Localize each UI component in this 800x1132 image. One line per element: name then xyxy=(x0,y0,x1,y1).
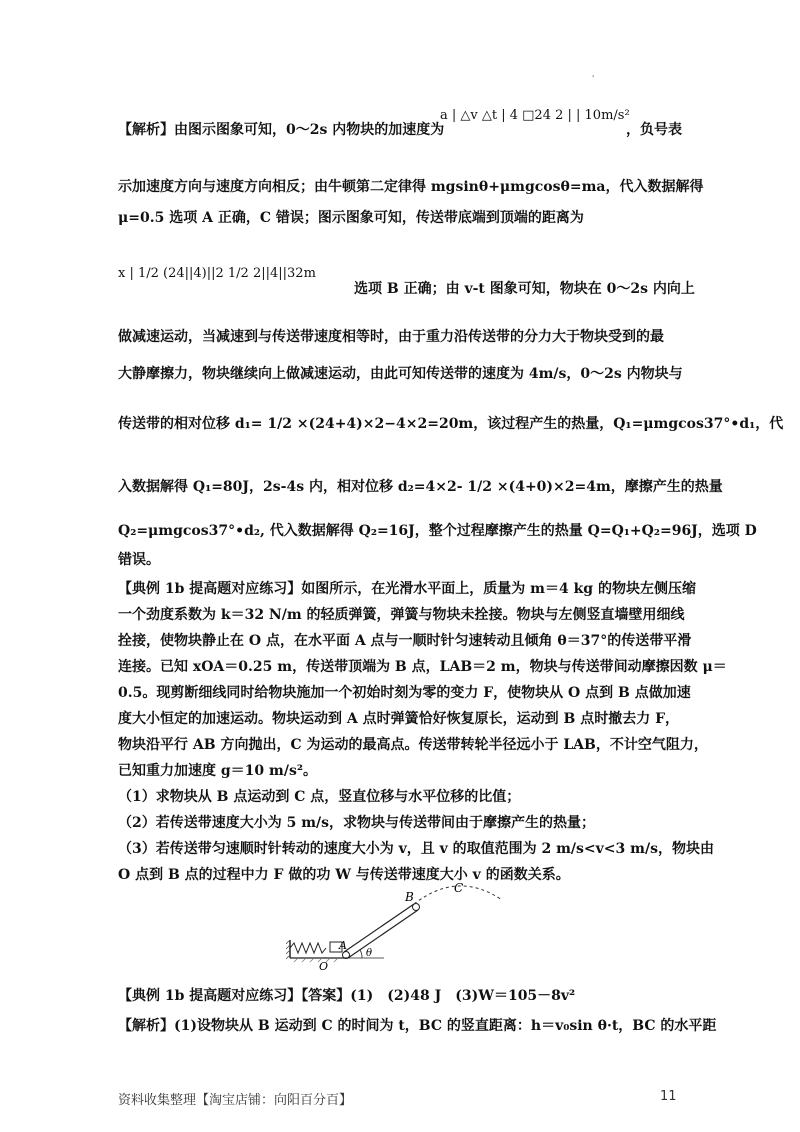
analysis-line-8: 入数据解得 Q₁=80J，2s-4s 内，相对位移 d₂=4×2- 1/2 ×(4+0)×2=4m，摩擦产生的热量 xyxy=(118,479,723,495)
problem-line-8: 已知重力加速度 g＝10 m/s²。 xyxy=(118,763,317,779)
analysis-line-1-text: 【解析】由图示图象可知，0～2s 内物块的加速度为 xyxy=(118,122,445,138)
analysis-line-9: Q₂=μmgcos37°•d₂, 代入数据解得 Q₂=16J，整个过程摩擦产生的热量 Q=Q₁+Q₂=96J，选项 D xyxy=(118,523,757,539)
problem-line-5: 0.5。现剪断细线同时给物块施加一个初始时刻为零的变力 F，使物块从 O 点到 B 点做加速 xyxy=(118,685,691,701)
conveyor-figure xyxy=(286,882,526,978)
analysis-line-10: 错误。 xyxy=(118,552,160,568)
problem-line-6: 度大小恒定的加速运动。物块运动到 A 点时弹簧恰好恢复原长，运动到 B 点时撤去力 F， xyxy=(118,711,680,727)
analysis-line-7: 传送带的相对位移 d₁= 1/2 ×(24+4)×2−4×2=20m，该过程产生的热量，Q₁=μmgcos37°•d₁，代 xyxy=(118,416,784,432)
corner-mark: ' xyxy=(592,74,595,83)
analysis-line-1-tail: ，负号表 xyxy=(626,122,682,138)
analysis-line-1 xyxy=(118,119,444,139)
distance-formula: x | 1/2 (24||4)||2 1/2 2||4||32m xyxy=(118,266,316,281)
question-3a: （3）若传送带匀速顺时针转动的速度大小为 v，且 v 的取值范围为 2 m/s<v<3 m/s，物块由 xyxy=(118,841,714,857)
label-c: C xyxy=(454,882,464,895)
analysis-line-5: 做减速运动，当减速到与传送带速度相等时，由于重力沿传送带的分力大于物块受到的最 xyxy=(118,329,664,345)
analysis-line-6: 大静摩擦力，物块继续向上做减速运动，由此可知传送带的速度为 4m/s，0～2s 内物块与 xyxy=(118,366,683,382)
page-number: 11 xyxy=(660,1089,677,1104)
label-a: A xyxy=(339,939,347,952)
acceleration-formula-text: a | △v △t | 4 □24 2 | | 10m/s² xyxy=(440,108,630,123)
footer-source: 资料收集整理【淘宝店铺：向阳百分百】 xyxy=(118,1093,353,1108)
problem-line-7: 物块沿平行 AB 方向抛出，C 为运动的最高点。传送带转轮半径远小于 LAB，不计空气阻力， xyxy=(118,737,708,753)
analysis-line-4-tail: 选项 B 正确；由 v-t 图象可知，物块在 0～2s 内向上 xyxy=(354,281,695,297)
answer-line: 【典例 1b 提高题对应练习】【答案】(1) (2)48 J (3)W＝105－8v² xyxy=(118,988,576,1004)
problem-line-4: 连接。已知 xOA＝0.25 m，传送带顶端为 B 点，LAB＝2 m，物块与传送带间动摩擦因数 μ＝ xyxy=(118,659,727,675)
label-theta: θ xyxy=(366,948,373,959)
analysis-line-3: μ=0.5 选项 A 正确，C 错误；图示图象可知，传送带底端到顶端的距离为 xyxy=(118,210,584,226)
problem-line-1: 【典例 1b 提高题对应练习】如图所示，在光滑水平面上，质量为 m＝4 kg 的物块左侧压缩 xyxy=(118,581,696,597)
acceleration-formula xyxy=(440,108,630,123)
label-b: B xyxy=(405,890,414,904)
question-2: （2）若传送带速度大小为 5 m/s，求物块与传送带间由于摩擦产生的热量； xyxy=(118,815,596,831)
question-1: （1）求物块从 B 点运动到 C 点，竖直位移与水平位移的比值； xyxy=(118,789,521,805)
analysis-line-2: 示加速度方向与速度方向相反；由牛顿第二定律得 mgsinθ+μmgcosθ=ma，代入数据解得 xyxy=(118,179,704,195)
problem-line-2: 一个劲度系数为 k＝32 N/m 的轻质弹簧，弹簧与物块未拴接。物块与左侧竖直墙壁用细线 xyxy=(118,607,685,623)
question-3b: O 点到 B 点的过程中力 F 做的功 W 与传送带速度大小 v 的函数关系。 xyxy=(118,867,570,883)
analysis2-line-1: 【解析】(1)设物块从 B 运动到 C 的时间为 t，BC 的竖直距离：h＝v₀sin θ·t，BC 的水平距 xyxy=(118,1018,717,1034)
problem-line-3: 拴接，使物块静止在 O 点，在水平面 A 点与一顺时针匀速转动且倾角 θ＝37°的传送带平滑 xyxy=(118,633,692,649)
label-o: O xyxy=(319,960,329,973)
